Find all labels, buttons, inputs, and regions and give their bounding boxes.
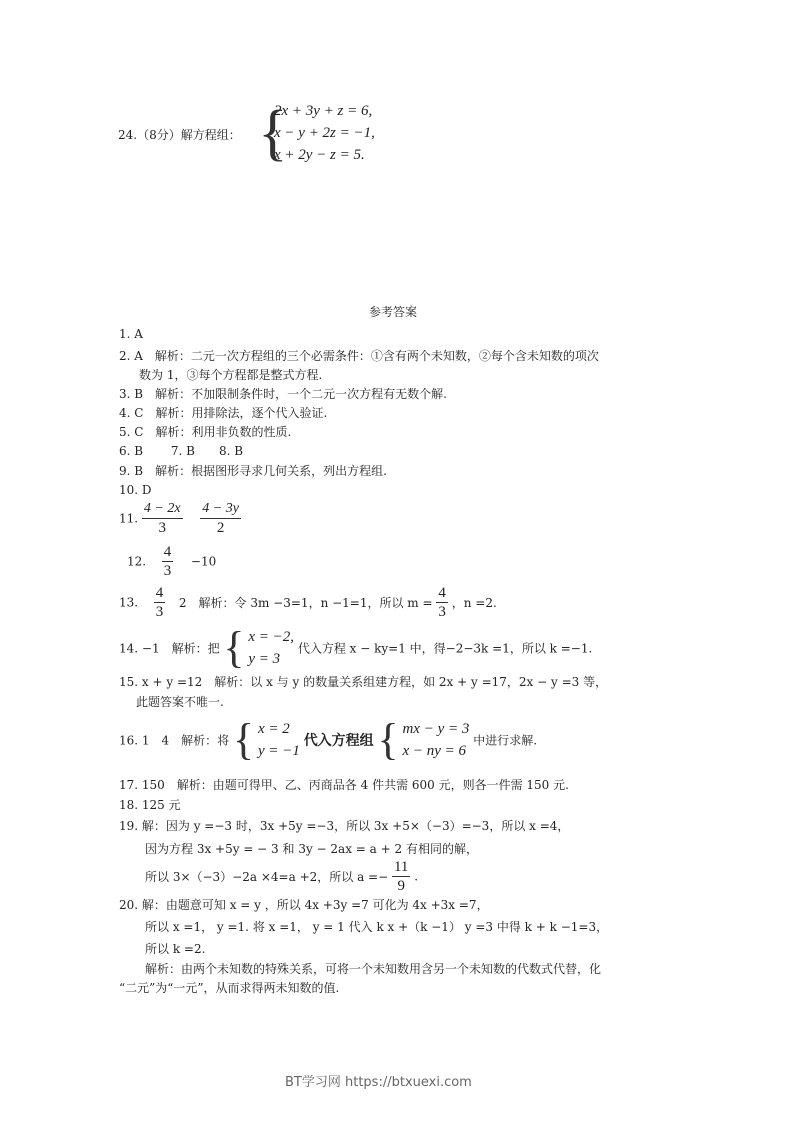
answer-18: 18. 125 元 xyxy=(119,798,181,812)
answer-1: 1. A xyxy=(119,327,143,341)
fraction: $\frac{4 - 2x}{3}$ xyxy=(143,501,181,536)
equation-3: x + 2y − z = 5. xyxy=(274,147,365,163)
answer-2-line-1: 2. A 解析：二元一次方程组的三个必需条件：①含有两个未知数，②每个含未知数的项次 xyxy=(119,349,599,363)
fraction: $\frac{4}{3}$ xyxy=(438,585,446,620)
answer-16: 16. 1 4 解析：将 { x = 2 y = −1 代入方程组 { mx − y = 3 x − ny = 6 中进行求解. xyxy=(119,715,538,764)
fraction: $\frac{4}{3}$ xyxy=(163,544,172,579)
equation-system: mx − y = 3 x − ny = 6 xyxy=(402,721,470,759)
answer-19-line-2: 因为方程 3x +5y = − 3 和 3y − 2ax = a + 2 有相同的解， xyxy=(145,842,478,856)
answer-20-line-2: 所以 x =1， y =1. 将 x =1， y = 1 代入 k x +（k −1） y =3 中得 k + k −1=3， xyxy=(145,920,609,934)
answer-20-line-4: 解析：由两个未知数的特殊关系，可将一个未知数用含另一个未知数的代数式代替，化 xyxy=(145,962,602,976)
brace: { xyxy=(258,99,288,167)
answer-20-line-3: 所以 k =2. xyxy=(145,942,206,956)
footer-watermark: BT学习网 https://btxuexi.com xyxy=(285,1075,472,1090)
answer-10: 10. D xyxy=(119,483,152,497)
answer-4: 4. C 解析：用排除法，逐个代入验证. xyxy=(119,406,328,420)
equation-system xyxy=(274,100,375,166)
equation-system: x = 2 y = −1 xyxy=(257,721,300,759)
answer-12: 12. $\frac{4}{3}$ −10 xyxy=(127,544,217,579)
answer-19-line-3: 所以 3×（−3）−2a ×4=a +2，所以 a =− $\frac{11}{9}$ . xyxy=(145,859,419,894)
equation-2: x − y + 2z = −1, xyxy=(274,125,375,141)
answer-13: 13. $\frac{4}{3}$ 2 解析：令 3m −3=1，n −1=1，所以 m = $\frac{4}{3}$ ，n =2. xyxy=(119,585,497,620)
answer-6-8: 6. B 7. B 8. B xyxy=(119,444,244,458)
question-24-label: 24.（8分）解方程组： xyxy=(118,128,241,142)
answer-9: 9. B 解析：根据图形寻求几何关系，列出方程组. xyxy=(119,464,387,478)
answers-title: 参考答案 xyxy=(369,305,418,319)
answer-19-line-1: 19. 解：因为 y =−3 时，3x +5y =−3，所以 3x +5×（−3）=−3，所以 x =4， xyxy=(119,819,570,833)
equation-system: x = −2, y = 3 xyxy=(248,629,295,667)
answer-11 xyxy=(119,500,241,537)
brace: { xyxy=(223,623,245,672)
answer-20-line-1: 20. 解：由题意可知 x = y ，所以 4x +3y =7 可化为 4x +3x =7， xyxy=(119,898,489,912)
equation-1: 2x + 3y + z = 6, xyxy=(274,103,373,119)
fraction: $\frac{4}{3}$ xyxy=(155,585,164,620)
answer-3: 3. B 解析：不加限制条件时，一个二元一次方程有无数个解. xyxy=(119,387,447,401)
answer-14: 14. −1 解析：把 { x = −2, y = 3 代入方程 x − ky=1 中，得−2−3k =1，所以 k =−1. xyxy=(119,623,593,672)
fraction: $\frac{4 - 3y}{2}$ xyxy=(202,501,239,536)
answer-17: 17. 150 解析：由题可得甲、乙、丙商品各 4 件共需 600 元，则各一件需 150 元. xyxy=(119,778,569,792)
answer-11-label: 11. xyxy=(119,511,139,526)
answer-15-line-1: 15. x + y =12 解析：以 x 与 y 的数量关系组建方程，如 2x + y =17，2x − y =3 等， xyxy=(119,675,608,689)
brace: { xyxy=(233,715,255,764)
brace: { xyxy=(377,715,399,764)
fraction: $\frac{11}{9}$ xyxy=(393,859,409,894)
answer-15-line-2: 此题答案不唯一. xyxy=(136,695,224,709)
answer-5: 5. C 解析：利用非负数的性质. xyxy=(119,425,292,439)
answer-20-line-5: “二元”为“一元”，从而求得两未知数的值. xyxy=(119,981,340,995)
answer-2-line-2: 数为 1，③每个方程都是整式方程. xyxy=(139,368,323,382)
